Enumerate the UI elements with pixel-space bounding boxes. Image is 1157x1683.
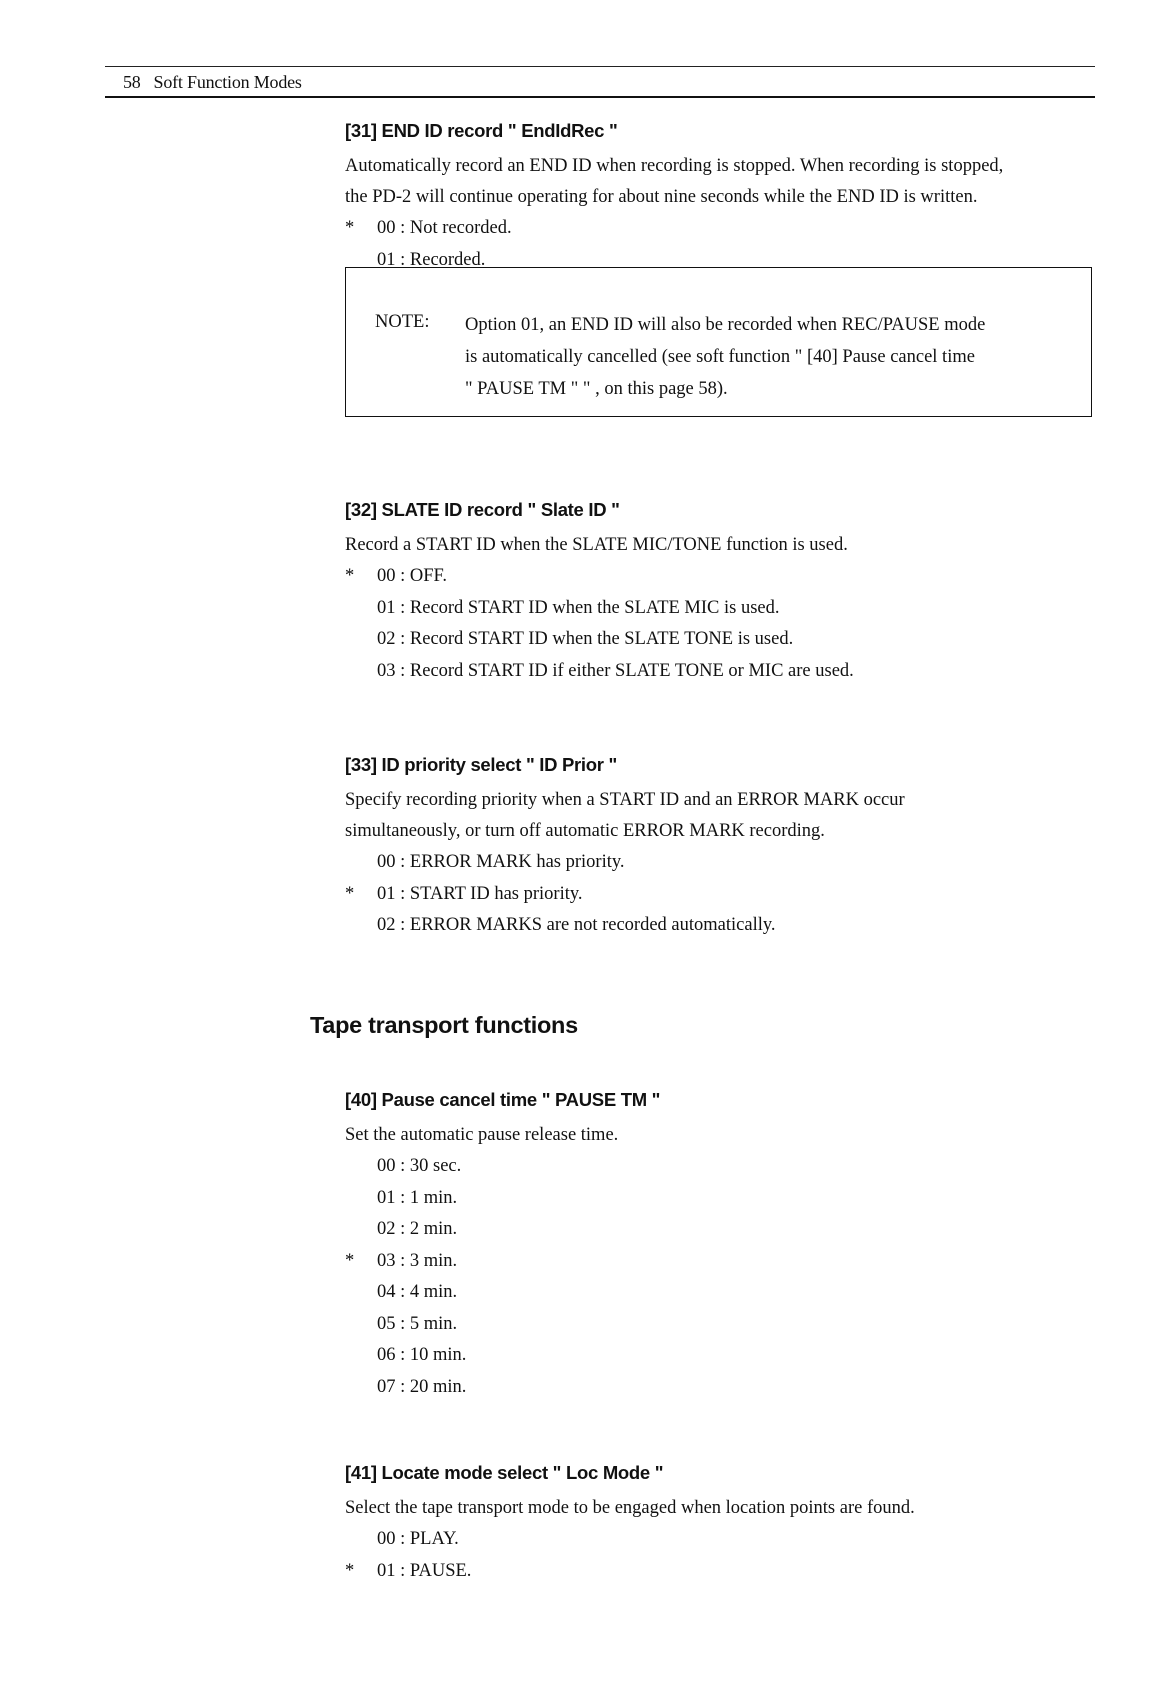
option-item: 02 : 2 min. xyxy=(377,1219,458,1239)
description-line: Automatically record an END ID when recording is stopped. When recording is stopped, xyxy=(345,156,1004,176)
running-header xyxy=(123,72,302,93)
description-line: Select the tape transport mode to be engaged when location points are found. xyxy=(345,1498,915,1518)
option-item: * 01 : START ID has priority. xyxy=(345,879,1105,911)
section-title: [33] ID priority select " ID Prior " xyxy=(345,754,617,775)
note-line: Option 01, an END ID will also be recorded when REC/PAUSE mode xyxy=(465,315,986,335)
description-line: Specify recording priority when a START ID and an ERROR MARK occur xyxy=(345,790,905,810)
option-item: * 03 : 3 min. xyxy=(345,1246,1105,1278)
description-line: simultaneously, or turn off automatic ERROR MARK recording. xyxy=(345,821,825,841)
option-item: 00 : ERROR MARK has priority. xyxy=(377,852,625,872)
section-title: [31] END ID record " EndIdRec " xyxy=(345,120,618,141)
option-item: 03 : Record START ID if either SLATE TONE or MIC are used. xyxy=(377,660,854,681)
option-item: 01 : 1 min. xyxy=(377,1187,458,1208)
section-41 xyxy=(345,1459,1105,1587)
default-marker: * xyxy=(345,1560,355,1581)
option-item: 01 : Recorded. xyxy=(377,249,486,270)
description-line: the PD-2 will continue operating for about nine seconds while the END ID is written. xyxy=(345,187,978,207)
section-title: [40] Pause cancel time " PAUSE TM " xyxy=(345,1089,661,1110)
section-32 xyxy=(345,496,1105,687)
section-40 xyxy=(345,1086,1105,1403)
option-item: 02 : ERROR MARKS are not recorded automatically. xyxy=(377,915,776,935)
option-item: 02 : Record START ID when the SLATE TONE is used. xyxy=(377,629,794,649)
description-line: Set the automatic pause release time. xyxy=(345,1125,619,1145)
option-item: * 00 : OFF. xyxy=(345,561,1105,593)
page-number: 58 xyxy=(123,72,141,92)
default-marker: * xyxy=(345,1250,355,1271)
option-item: 05 : 5 min. xyxy=(377,1313,458,1334)
section-title: [32] SLATE ID record " Slate ID " xyxy=(345,499,620,520)
note-label: NOTE: xyxy=(375,312,430,332)
note-line: " PAUSE TM " " , on this page 58). xyxy=(465,379,728,399)
page-header xyxy=(105,66,1095,98)
section-name: Soft Function Modes xyxy=(153,72,302,92)
option-item: * 01 : PAUSE. xyxy=(345,1556,1105,1588)
option-item: 07 : 20 min. xyxy=(377,1376,467,1397)
option-item: 06 : 10 min. xyxy=(377,1345,467,1365)
description-line: Record a START ID when the SLATE MIC/TONE function is used. xyxy=(345,535,848,555)
option-item: 01 : Record START ID when the SLATE MIC is used. xyxy=(377,597,780,618)
option-item: * 00 : Not recorded. xyxy=(345,213,1105,245)
chapter-heading: Tape transport functions xyxy=(310,1012,578,1038)
option-item: 04 : 4 min. xyxy=(377,1282,458,1302)
section-31 xyxy=(345,117,1105,276)
option-item: 00 : PLAY. xyxy=(377,1529,459,1549)
option-item: 00 : 30 sec. xyxy=(377,1156,462,1176)
note-line: is automatically cancelled (see soft function " [40] Pause cancel time xyxy=(465,347,975,367)
section-33 xyxy=(345,751,1105,942)
note-box xyxy=(345,267,1092,417)
default-marker: * xyxy=(345,883,355,904)
note-text xyxy=(465,309,1070,405)
section-title: [41] Locate mode select " Loc Mode " xyxy=(345,1462,664,1483)
default-marker: * xyxy=(345,218,355,238)
default-marker: * xyxy=(345,566,355,586)
